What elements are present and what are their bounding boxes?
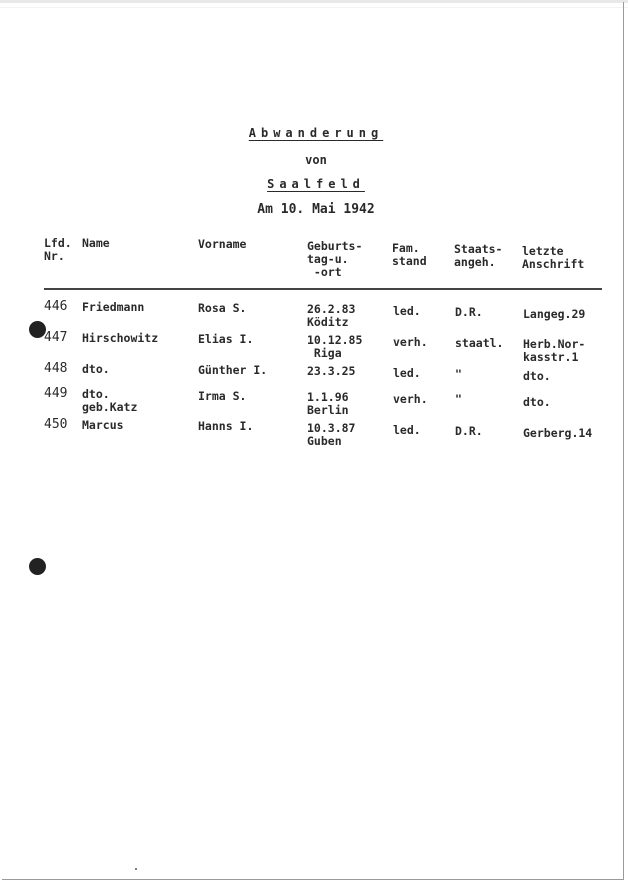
cell-staat: D.R. <box>455 424 483 438</box>
title-saalfeld: Saalfeld <box>267 177 365 191</box>
header-anschrift: letzte Anschrift <box>522 244 585 271</box>
cell-staat: D.R. <box>455 305 483 319</box>
header-vorname: Vorname <box>198 237 247 251</box>
cell-famstand: led. <box>393 304 421 318</box>
cell-name: Hirschowitz <box>82 331 159 345</box>
cell-vorname: Rosa S. <box>198 301 247 315</box>
cell-vorname: Irma S. <box>198 389 247 403</box>
cell-anschrift: Gerberg.14 <box>523 426 593 440</box>
cell-anschrift: dto. <box>523 395 551 409</box>
punch-hole-bottom <box>29 558 46 575</box>
header-staatsangeh: Staats- angeh. <box>454 242 503 269</box>
cell-famstand: led. <box>393 366 421 380</box>
cell-geburt: 1.1.96 Berlin <box>307 390 349 417</box>
cell-anschrift: dto. <box>523 369 551 383</box>
cell-geburt: 26.2.83 Köditz <box>307 302 356 329</box>
header-geburt: Geburts- tag-u. -ort <box>307 239 363 279</box>
speck <box>135 868 137 870</box>
title-date: Am 10. Mai 1942 <box>257 202 375 217</box>
cell-famstand: verh. <box>393 335 428 349</box>
cell-nr: 449 <box>44 386 68 401</box>
cell-anschrift: Herb.Nor- kasstr.1 <box>523 337 586 364</box>
document-page <box>2 2 624 880</box>
cell-geburt: 23.3.25 <box>307 364 356 378</box>
cell-staat: " <box>455 392 462 406</box>
header-name: Name <box>82 236 110 250</box>
cell-name: dto. <box>82 362 110 376</box>
title-von: von <box>305 153 327 167</box>
cell-staat: staatl. <box>455 336 504 350</box>
cell-name: Friedmann <box>82 300 145 314</box>
cell-nr: 446 <box>44 299 68 314</box>
cell-name: dto. geb.Katz <box>82 387 138 414</box>
cell-vorname: Günther I. <box>198 363 268 377</box>
cell-staat: " <box>455 367 462 381</box>
cell-name: Marcus <box>82 418 124 432</box>
title-abwanderung: Abwanderung <box>248 126 384 140</box>
header-rule <box>44 288 602 290</box>
header-lfd-nr: Lfd. Nr. <box>44 236 72 263</box>
cell-nr: 447 <box>44 330 68 345</box>
cell-vorname: Elias I. <box>198 332 254 346</box>
cell-nr: 450 <box>44 417 68 432</box>
cell-vorname: Hanns I. <box>198 419 254 433</box>
cell-famstand: verh. <box>393 392 428 406</box>
cell-geburt: 10.3.87 Guben <box>307 421 356 448</box>
cell-anschrift: Langeg.29 <box>523 307 586 321</box>
cell-famstand: led. <box>393 423 421 437</box>
cell-nr: 448 <box>44 361 68 376</box>
header-famstand: Fam. stand <box>392 241 427 268</box>
cell-geburt: 10.12.85 Riga <box>307 333 363 360</box>
